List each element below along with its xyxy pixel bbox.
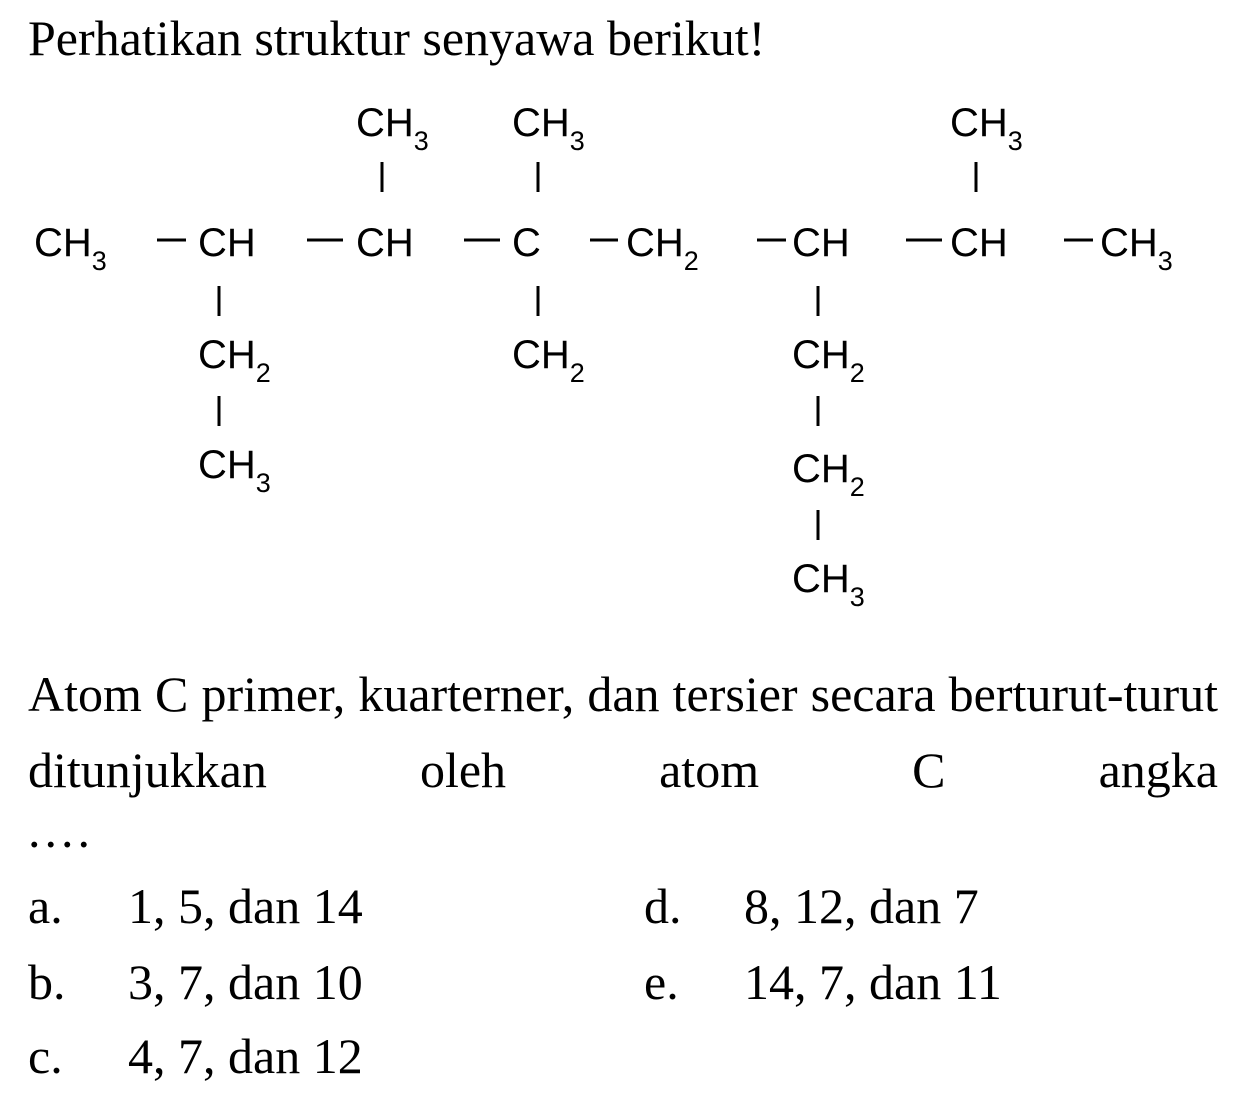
atom-main-5: $CH_2$ <box>626 221 699 276</box>
atom-top-7: $CH_3$ <box>950 101 1023 156</box>
intro-text: Perhatikan struktur senyawa berikut! <box>28 10 766 66</box>
atoms <box>34 101 1173 612</box>
atom-main-6: CH <box>792 221 850 265</box>
atom-branch4-1: $CH_2$ <box>512 333 585 388</box>
atom-branch2-1: $CH_2$ <box>198 333 271 388</box>
atom-main-8: $CH_3$ <box>1100 221 1173 276</box>
option-b[interactable] <box>28 952 363 1012</box>
atom-main-1: $CH_3$ <box>34 221 107 276</box>
option-letter: e. <box>644 954 679 1010</box>
atom-branch6-3: $CH_3$ <box>792 557 865 612</box>
atom-main-3: CH <box>356 221 414 265</box>
option-a[interactable] <box>28 876 363 936</box>
option-letter: c. <box>28 1028 63 1084</box>
structural-formula <box>0 90 1244 630</box>
option-letter: d. <box>644 878 682 934</box>
atom-main-4: C <box>512 221 541 265</box>
atom-branch6-1: $CH_2$ <box>792 333 865 388</box>
option-text: 14, 7, dan 11 <box>744 954 1002 1010</box>
atom-top-3: $CH_3$ <box>356 101 429 156</box>
option-e[interactable] <box>644 952 1002 1012</box>
ellipsis: .... <box>28 802 94 858</box>
option-text: 1, 5, dan 14 <box>128 878 363 934</box>
option-d[interactable] <box>644 876 979 936</box>
option-letter: b. <box>28 954 66 1010</box>
bonds <box>157 162 1093 540</box>
option-text: 3, 7, dan 10 <box>128 954 363 1010</box>
atom-branch6-2: $CH_2$ <box>792 447 865 502</box>
atom-top-4: $CH_3$ <box>512 101 585 156</box>
option-c[interactable] <box>28 1026 363 1086</box>
option-letter: a. <box>28 878 63 934</box>
atom-main-2: CH <box>198 221 256 265</box>
atom-branch2-2: $CH_3$ <box>198 443 271 498</box>
atom-main-7: CH <box>950 221 1008 265</box>
question-text: Atom C primer, kuarterner, dan tersier secara berturut-turut ditunjukkan oleh atom C angka <box>28 666 1218 798</box>
option-text: 4, 7, dan 12 <box>128 1028 363 1084</box>
option-text: 8, 12, dan 7 <box>744 878 979 934</box>
